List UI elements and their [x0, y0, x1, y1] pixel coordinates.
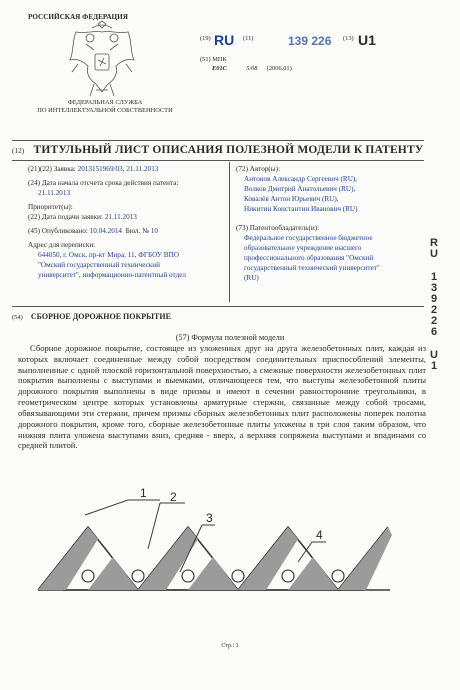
rebar-circle — [232, 570, 244, 582]
country-code: RU — [214, 32, 235, 48]
publication-row — [28, 227, 223, 236]
ipc-group: 5/08 — [246, 65, 258, 72]
page-number: Стр.: 1 — [221, 643, 239, 649]
owner-line-5: (RU) — [244, 274, 259, 282]
ipc-version: (2006.01) — [266, 65, 292, 72]
code-11: (11) — [243, 35, 254, 42]
document-title — [12, 144, 452, 156]
model-name — [12, 312, 171, 321]
callout-4: 4 — [316, 528, 323, 542]
side-char: U — [430, 248, 438, 260]
biblio-right — [236, 165, 418, 284]
filing-row — [28, 213, 223, 222]
address-line-3: университет", информационно-патентный отдел — [38, 271, 187, 279]
leader-line-2 — [148, 503, 160, 549]
owner-label: (73) Патентообладатель(и): — [236, 224, 320, 232]
side-char: 3 — [430, 282, 438, 294]
ipc-class: E01C — [212, 65, 227, 72]
biblio-left — [28, 165, 223, 281]
agency-line-2: ПО ИНТЕЛЛЕКТУАЛЬНОЙ СОБСТВЕННОСТИ — [37, 107, 173, 114]
owner-line-4: государственный технический университет" — [244, 264, 380, 272]
side-char: 2 — [430, 304, 438, 316]
side-char: U — [430, 349, 438, 361]
application-label: (21)(22) Заявка: — [28, 165, 76, 173]
owner-line-1: Федеральное государственное бюджетное — [244, 234, 373, 242]
bulletin-label: Бюл. № — [125, 227, 149, 235]
title-text: ТИТУЛЬНЫЙ ЛИСТ ОПИСАНИЯ ПОЛЕЗНОЙ МОДЕЛИ К ПАТЕНТУ — [33, 144, 424, 156]
leader-line-1 — [85, 500, 128, 515]
term-label: (24) Дата начала отсчета срока действия патента: — [28, 179, 179, 187]
bulletin-value: 10 — [150, 227, 158, 235]
drawing-figure — [30, 487, 430, 607]
coat-of-arms-emblem — [64, 20, 140, 100]
publication-value: 10.04.2014 — [89, 227, 123, 235]
kind-code: U1 — [358, 32, 376, 48]
owner-line-3: профессионального образования "Омский — [244, 254, 374, 262]
rebar-circle — [182, 570, 194, 582]
side-char: 2 — [430, 315, 438, 327]
filing-value: 21.11.2013 — [104, 213, 137, 221]
owner-line-2: образовательное учреждение высшего — [244, 244, 362, 252]
side-char: 9 — [430, 293, 438, 305]
leader-line-4 — [298, 542, 312, 562]
ipc-line — [212, 65, 292, 73]
side-char: 1 — [430, 271, 438, 283]
author-4: Никитин Константин Иванович (RU) — [244, 205, 358, 213]
application-value: 2013151969/03, 21.11.2013 — [77, 165, 159, 173]
title-code: (12) — [12, 147, 25, 155]
author-3: Ковалёв Антон Юрьевич (RU), — [244, 195, 339, 203]
patent-number: 139 226 — [288, 34, 332, 48]
address-line-2: "Омский государственный технический — [38, 261, 160, 269]
rebar-circle — [332, 570, 344, 582]
author-1: Антонов Александр Сергеевич (RU), — [244, 175, 358, 183]
formula-heading: (57) Формула полезной модели — [175, 333, 285, 342]
callout-3: 3 — [206, 511, 213, 525]
ipc-label: (51) МПК — [200, 56, 227, 63]
application-row — [28, 165, 223, 174]
rebar-circle — [82, 570, 94, 582]
formula-text: Сборное дорожное покрытие, состоящее из уложенных друг на друга железобетонных плит, каждая из которых включает соединенные между собой посредством соединительных приспособлений элементы, выполненные с одной плоской горизонтальной поверхностью, а смежные поверхности железобетонных плит покрытия выполнены с выступами и выемками, отличающееся тем, что выступы железобетонной плиты дорожного покрытия выполнены в виде призмы и имеют в сечении равносторонние треугольники, в геометрическом центре которых установлены арматурные стержни, связанные между собой тросами, обвязывающими эти стержни, причем призмы сборных железобетонных плит расположены поперек полотна дорожного покрытия, кроме того, сборные железобетонные плиты уложены в три слоя таким образом, что нижняя плита уложена выступами вниз, средняя - вверх, а верхняя сопряжена выступами и впадинами со средней плитой. — [18, 343, 426, 451]
authors-label: (72) Автор(ы): — [236, 165, 281, 173]
patent-number-block — [200, 32, 400, 51]
publication-label: (45) Опубликовано: — [28, 227, 88, 235]
callout-2: 2 — [170, 490, 177, 504]
author-2: Волков Дмитрий Анатольевич (RU), — [244, 185, 356, 193]
country-name: РОССИЙСКАЯ ФЕДЕРАЦИЯ — [28, 13, 128, 21]
side-char: R — [430, 237, 438, 249]
rebar-circle — [132, 570, 144, 582]
code-19: (19) — [200, 35, 211, 42]
callout-1: 1 — [140, 487, 147, 500]
address-line-1: 644050, г. Омск, пр-кт Мира, 11, ФГБОУ ВПО — [38, 251, 179, 259]
address-label: Адрес для переписки: — [28, 241, 96, 249]
side-char: 1 — [430, 360, 438, 372]
code-13: (13) — [343, 35, 354, 42]
model-name-text: СБОРНОЕ ДОРОЖНОЕ ПОКРЫТИЕ — [30, 312, 171, 321]
side-char: 6 — [430, 326, 438, 338]
term-value: 21.11.2013 — [38, 189, 71, 197]
rebar-circle — [282, 570, 294, 582]
model-name-code: (54) — [12, 314, 23, 321]
agency-line-1: ФЕДЕРАЛЬНАЯ СЛУЖБА — [67, 99, 143, 106]
filing-label: (22) Дата подачи заявки: — [28, 213, 104, 221]
priority-label: Приоритет(ы): — [28, 203, 73, 211]
